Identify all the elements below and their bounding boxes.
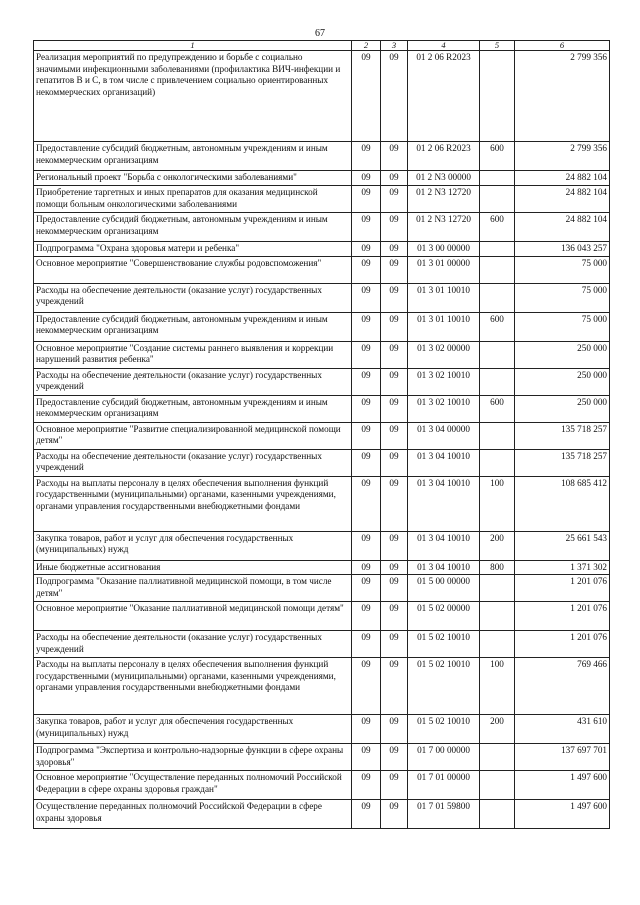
row-sum: 431 610 <box>515 715 610 744</box>
row-target-article: 01 3 04 10010 <box>408 531 480 560</box>
row-sum: 250 000 <box>515 395 610 422</box>
row-target-article: 01 2 06 R2023 <box>408 51 480 142</box>
row-subsection: 09 <box>381 213 408 242</box>
table-row <box>34 142 610 171</box>
row-name: Закупка товаров, работ и услуг для обеспечения государственных (муниципальных) нужд <box>34 715 352 744</box>
column-header-expense-type: 5 <box>480 41 515 51</box>
table-row <box>34 171 610 186</box>
row-expense-type: 200 <box>480 715 515 744</box>
row-target-article: 01 3 04 10010 <box>408 449 480 476</box>
row-target-article: 01 5 02 00000 <box>408 602 480 631</box>
table-row <box>34 395 610 422</box>
row-subsection: 09 <box>381 341 408 368</box>
table-row <box>34 186 610 213</box>
row-name: Предоставление субсидий бюджетным, автономным учреждениям и иным некоммерческим организациям <box>34 142 352 171</box>
row-expense-type <box>480 341 515 368</box>
row-name: Расходы на обеспечение деятельности (оказание услуг) государственных учреждений <box>34 368 352 395</box>
row-section: 09 <box>352 531 381 560</box>
row-sum: 24 882 104 <box>515 213 610 242</box>
budget-table <box>33 40 610 829</box>
row-sum: 769 466 <box>515 658 610 715</box>
row-expense-type: 600 <box>480 213 515 242</box>
row-subsection: 09 <box>381 171 408 186</box>
row-expense-type <box>480 368 515 395</box>
row-name: Предоставление субсидий бюджетным, автономным учреждениям и иным некоммерческим организациям <box>34 213 352 242</box>
row-expense-type: 600 <box>480 142 515 171</box>
row-name: Приобретение таргетных и иных препаратов для оказания медицинской помощи больным онкологическими заболеваниями <box>34 186 352 213</box>
row-section: 09 <box>352 560 381 575</box>
row-subsection: 09 <box>381 631 408 658</box>
row-target-article: 01 7 00 00000 <box>408 744 480 771</box>
row-sum: 1 371 302 <box>515 560 610 575</box>
row-target-article: 01 3 00 00000 <box>408 242 480 257</box>
row-expense-type: 200 <box>480 531 515 560</box>
row-section: 09 <box>352 422 381 449</box>
row-section: 09 <box>352 771 381 800</box>
row-sum: 75 000 <box>515 312 610 341</box>
row-target-article: 01 3 01 10010 <box>408 283 480 312</box>
row-section: 09 <box>352 51 381 142</box>
row-section: 09 <box>352 283 381 312</box>
row-name: Региональный проект "Борьба с онкологическими заболеваниями" <box>34 171 352 186</box>
row-sum: 1 497 600 <box>515 800 610 829</box>
row-subsection: 09 <box>381 51 408 142</box>
row-name: Иные бюджетные ассигнования <box>34 560 352 575</box>
column-header-name: 1 <box>34 41 352 51</box>
row-expense-type <box>480 744 515 771</box>
row-subsection: 09 <box>381 312 408 341</box>
table-row <box>34 658 610 715</box>
row-name: Предоставление субсидий бюджетным, автономным учреждениям и иным некоммерческим организациям <box>34 312 352 341</box>
column-header-sum: 6 <box>515 41 610 51</box>
row-subsection: 09 <box>381 449 408 476</box>
row-subsection: 09 <box>381 476 408 531</box>
row-sum: 25 661 543 <box>515 531 610 560</box>
row-name: Основное мероприятие "Осуществление переданных полномочий Российской Федерации в сфере охраны здоровья граждан" <box>34 771 352 800</box>
row-expense-type <box>480 575 515 602</box>
row-subsection: 09 <box>381 602 408 631</box>
row-sum: 2 799 356 <box>515 142 610 171</box>
row-subsection: 09 <box>381 283 408 312</box>
row-expense-type <box>480 242 515 257</box>
table-row <box>34 560 610 575</box>
row-subsection: 09 <box>381 560 408 575</box>
table-row <box>34 449 610 476</box>
row-name: Закупка товаров, работ и услуг для обеспечения государственных (муниципальных) нужд <box>34 531 352 560</box>
row-subsection: 09 <box>381 771 408 800</box>
row-target-article: 01 3 01 00000 <box>408 256 480 283</box>
table-row <box>34 51 610 142</box>
row-sum: 24 882 104 <box>515 171 610 186</box>
row-section: 09 <box>352 800 381 829</box>
table-row <box>34 575 610 602</box>
row-expense-type <box>480 631 515 658</box>
column-header-section: 2 <box>352 41 381 51</box>
row-section: 09 <box>352 256 381 283</box>
row-section: 09 <box>352 658 381 715</box>
row-sum: 250 000 <box>515 368 610 395</box>
row-expense-type <box>480 771 515 800</box>
row-section: 09 <box>352 449 381 476</box>
row-sum: 75 000 <box>515 283 610 312</box>
row-name: Основное мероприятие "Совершенствование службы родовспоможения" <box>34 256 352 283</box>
row-sum: 75 000 <box>515 256 610 283</box>
row-expense-type <box>480 422 515 449</box>
row-subsection: 09 <box>381 744 408 771</box>
column-header-subsection: 3 <box>381 41 408 51</box>
row-expense-type: 600 <box>480 312 515 341</box>
row-name: Основное мероприятие "Оказание паллиативной медицинской помощи детям" <box>34 602 352 631</box>
table-row <box>34 744 610 771</box>
row-target-article: 01 7 01 59800 <box>408 800 480 829</box>
row-subsection: 09 <box>381 422 408 449</box>
row-target-article: 01 2 06 R2023 <box>408 142 480 171</box>
row-sum: 135 718 257 <box>515 422 610 449</box>
row-expense-type: 800 <box>480 560 515 575</box>
row-subsection: 09 <box>381 800 408 829</box>
row-sum: 136 043 257 <box>515 242 610 257</box>
row-subsection: 09 <box>381 186 408 213</box>
row-expense-type <box>480 186 515 213</box>
table-row <box>34 771 610 800</box>
row-target-article: 01 3 04 10010 <box>408 476 480 531</box>
row-subsection: 09 <box>381 575 408 602</box>
row-target-article: 01 2 N3 12720 <box>408 213 480 242</box>
row-name: Расходы на выплаты персоналу в целях обеспечения выполнения функций государственными (муниципальными) органами, казенными учреждениями, органами управления государственными внебюджетными фондами <box>34 476 352 531</box>
table-row <box>34 341 610 368</box>
row-sum: 250 000 <box>515 341 610 368</box>
table-row <box>34 422 610 449</box>
row-target-article: 01 3 01 10010 <box>408 312 480 341</box>
row-name: Расходы на обеспечение деятельности (оказание услуг) государственных учреждений <box>34 449 352 476</box>
row-target-article: 01 7 01 00000 <box>408 771 480 800</box>
row-sum: 1 201 076 <box>515 631 610 658</box>
row-subsection: 09 <box>381 395 408 422</box>
row-target-article: 01 5 02 10010 <box>408 658 480 715</box>
row-expense-type <box>480 51 515 142</box>
row-target-article: 01 5 02 10010 <box>408 631 480 658</box>
row-target-article: 01 2 N3 00000 <box>408 171 480 186</box>
row-sum: 1 497 600 <box>515 771 610 800</box>
row-sum: 2 799 356 <box>515 51 610 142</box>
table-row <box>34 715 610 744</box>
row-subsection: 09 <box>381 531 408 560</box>
row-section: 09 <box>352 744 381 771</box>
row-name: Реализация мероприятий по предупреждению и борьбе с социально значимыми инфекционными заболеваниями (профилактика ВИЧ-инфекции и гепатитов В и С, в том числе с привлечением социально ориентированных некоммерческих организаций) <box>34 51 352 142</box>
row-expense-type <box>480 602 515 631</box>
row-name: Основное мероприятие "Создание системы раннего выявления и коррекции нарушений развития ребенка" <box>34 341 352 368</box>
row-sum: 1 201 076 <box>515 575 610 602</box>
row-name: Осуществление переданных полномочий Российской Федерации в сфере охраны здоровья <box>34 800 352 829</box>
row-section: 09 <box>352 171 381 186</box>
row-section: 09 <box>352 476 381 531</box>
table-row <box>34 312 610 341</box>
row-section: 09 <box>352 142 381 171</box>
table-row <box>34 213 610 242</box>
row-section: 09 <box>352 602 381 631</box>
row-subsection: 09 <box>381 256 408 283</box>
row-target-article: 01 5 00 00000 <box>408 575 480 602</box>
table-row <box>34 368 610 395</box>
row-subsection: 09 <box>381 368 408 395</box>
row-target-article: 01 3 02 10010 <box>408 368 480 395</box>
row-section: 09 <box>352 575 381 602</box>
table-row <box>34 256 610 283</box>
row-name: Расходы на выплаты персоналу в целях обеспечения выполнения функций государственными (муниципальными) органами, казенными учреждениями, органами управления государственными внебюджетными фондами <box>34 658 352 715</box>
row-sum: 135 718 257 <box>515 449 610 476</box>
row-sum: 137 697 701 <box>515 744 610 771</box>
table-row <box>34 531 610 560</box>
table-row <box>34 242 610 257</box>
row-expense-type <box>480 256 515 283</box>
row-name: Подпрограмма "Оказание паллиативной медицинской помощи, в том числе детям" <box>34 575 352 602</box>
row-name: Расходы на обеспечение деятельности (оказание услуг) государственных учреждений <box>34 283 352 312</box>
table-row <box>34 283 610 312</box>
row-target-article: 01 3 04 00000 <box>408 422 480 449</box>
table-row <box>34 602 610 631</box>
row-section: 09 <box>352 186 381 213</box>
column-number-row <box>34 41 610 51</box>
row-target-article: 01 3 02 00000 <box>408 341 480 368</box>
row-target-article: 01 5 02 10010 <box>408 715 480 744</box>
row-name: Основное мероприятие "Развитие специализированной медицинской помощи детям" <box>34 422 352 449</box>
row-subsection: 09 <box>381 242 408 257</box>
row-target-article: 01 3 02 10010 <box>408 395 480 422</box>
row-subsection: 09 <box>381 142 408 171</box>
column-header-target-article: 4 <box>408 41 480 51</box>
row-expense-type <box>480 800 515 829</box>
page-number: 67 <box>315 28 325 39</box>
row-section: 09 <box>352 242 381 257</box>
row-section: 09 <box>352 395 381 422</box>
row-section: 09 <box>352 312 381 341</box>
row-name: Подпрограмма "Экспертиза и контрольно-надзорные функции в сфере охраны здоровья" <box>34 744 352 771</box>
row-section: 09 <box>352 213 381 242</box>
row-name: Предоставление субсидий бюджетным, автономным учреждениям и иным некоммерческим организациям <box>34 395 352 422</box>
row-target-article: 01 2 N3 12720 <box>408 186 480 213</box>
table-row <box>34 476 610 531</box>
row-target-article: 01 3 04 10010 <box>408 560 480 575</box>
row-sum: 1 201 076 <box>515 602 610 631</box>
row-expense-type: 100 <box>480 658 515 715</box>
table-row <box>34 631 610 658</box>
row-section: 09 <box>352 368 381 395</box>
table-row <box>34 800 610 829</box>
row-sum: 108 685 412 <box>515 476 610 531</box>
row-expense-type <box>480 283 515 312</box>
row-sum: 24 882 104 <box>515 186 610 213</box>
row-subsection: 09 <box>381 715 408 744</box>
row-name: Подпрограмма "Охрана здоровья матери и ребенка" <box>34 242 352 257</box>
row-subsection: 09 <box>381 658 408 715</box>
row-name: Расходы на обеспечение деятельности (оказание услуг) государственных учреждений <box>34 631 352 658</box>
row-expense-type <box>480 171 515 186</box>
row-expense-type: 600 <box>480 395 515 422</box>
row-section: 09 <box>352 715 381 744</box>
row-section: 09 <box>352 631 381 658</box>
row-expense-type: 100 <box>480 476 515 531</box>
row-expense-type <box>480 449 515 476</box>
row-section: 09 <box>352 341 381 368</box>
